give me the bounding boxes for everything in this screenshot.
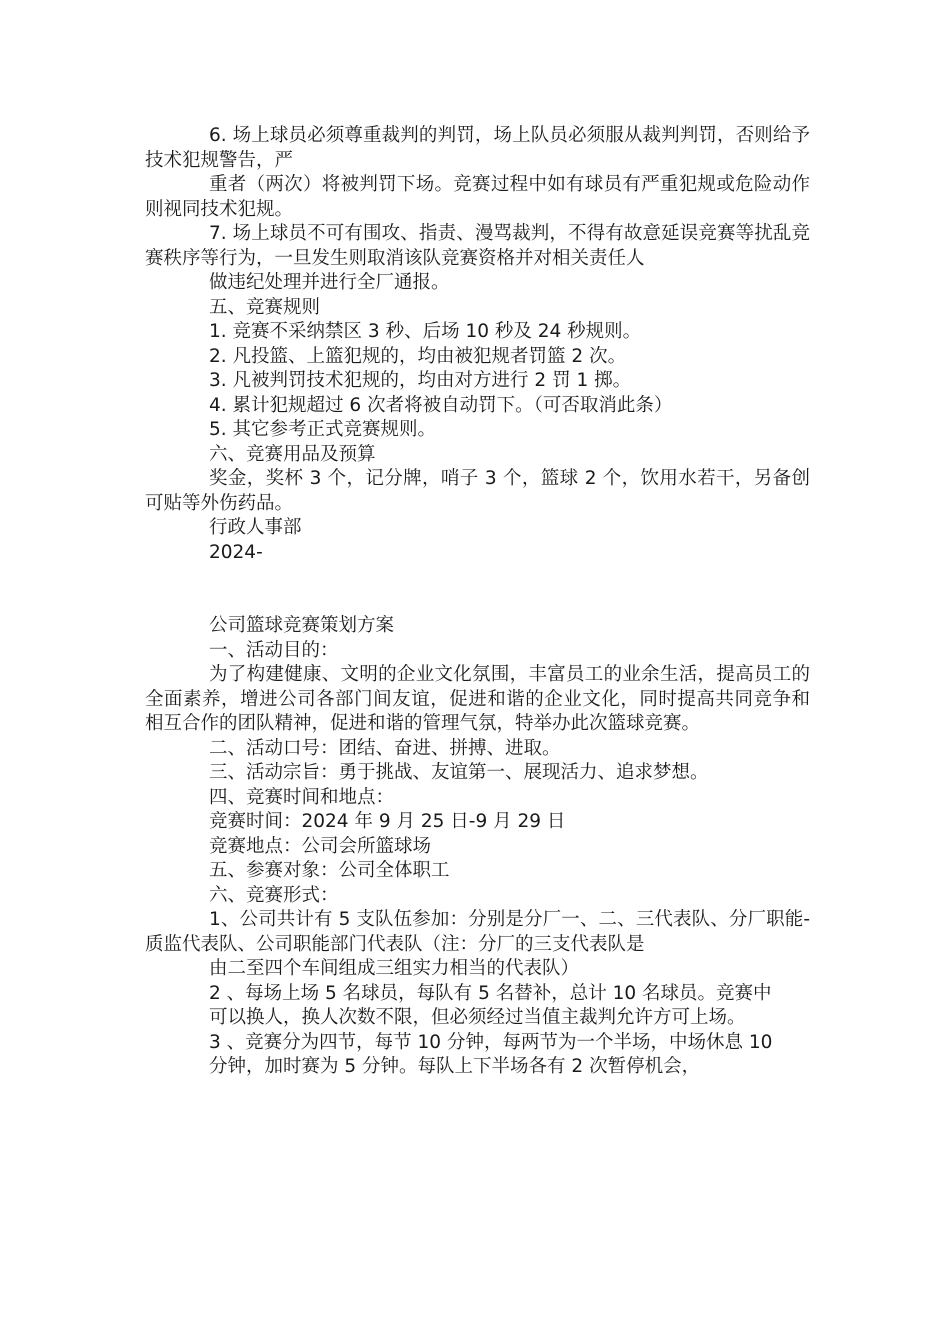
- paragraph-rule-6-cont: 重者（两次）将被判罚下场。竞赛过程中如有球员有严重犯规或危险动作则视同技术犯规。: [145, 174, 810, 220]
- paragraph-rule-6: 6. 场上球员必须尊重裁判的判罚，场上队员必须服从裁判判罚，否则给予技术犯规警告，严: [145, 125, 810, 171]
- section-heading-format: 六、竞赛形式：: [209, 884, 339, 906]
- paragraph-time: 竞赛时间：2024 年 9 月 25 日-9 月 29 日: [209, 811, 566, 832]
- paragraph-rule-7-cont: 做违纪处理并进行全厂通报。: [209, 272, 450, 293]
- paragraph-format-3: 3 、竞赛分为四节，每节 10 分钟，每两节为一个半场，中场休息 10: [209, 1031, 773, 1053]
- paragraph-format-1: 1、公司共计有 5 支队伍参加：分别是分厂一、二、三代表队、分厂职能-质监代表队、公司职能部门代表队（注：分厂的三支代表队是: [145, 909, 810, 955]
- section-heading-rules: 五、竞赛规则: [209, 296, 321, 318]
- document-title: 公司篮球竞赛策划方案: [209, 615, 395, 636]
- list-item-rule-1: 1. 竞赛不采纳禁区 3 秒、后场 10 秒及 24 秒规则。: [209, 321, 642, 342]
- section-heading-supplies: 六、竞赛用品及预算: [209, 443, 376, 465]
- paragraph-rule-7: 7. 场上球员不可有围攻、指责、漫骂裁判，不得有故意延误竞赛等扰乱竞赛秩序等行为，一旦发生则取消该队竞赛资格并对相关责任人: [145, 223, 810, 269]
- paragraph-place: 竞赛地点：公司会所篮球场: [209, 835, 432, 857]
- section-gap: [145, 565, 810, 614]
- paragraph-format-1-cont: 由二至四个车间组成三组实力相当的代表队）: [209, 958, 580, 979]
- list-item-rule-4: 4. 累计犯规超过 6 次者将被自动罚下。（可否取消此条）: [209, 394, 673, 416]
- paragraph-supplies: 奖金，奖杯 3 个，记分牌，哨子 3 个，篮球 2 个，饮用水若干，另备创可贴等外伤药品。: [145, 468, 810, 514]
- section-heading-time-place: 四、竞赛时间和地点：: [209, 786, 395, 808]
- list-item-rule-2: 2. 凡投篮、上篮犯规的，均由被犯规者罚篮 2 次。: [209, 345, 627, 367]
- signature-date: 2024-: [209, 541, 263, 563]
- paragraph-participants: 五、参赛对象：公司全体职工: [209, 860, 450, 881]
- paragraph-purpose: 为了构建健康、文明的企业文化氛围，丰富员工的业余生活，提高员工的全面素养，增进公司各部门间友谊，促进和谐的企业文化，同时提高共同竞争和相互合作的团队精神，促进和谐的管理气氛，特举办此次篮球竞赛。: [145, 664, 810, 734]
- paragraph-format-3-cont: 分钟，加时赛为 5 分钟。每队上下半场各有 2 次暂停机会，: [209, 1056, 701, 1077]
- signature-department: 行政人事部: [209, 517, 302, 538]
- section-heading-purpose: 一、活动目的：: [209, 639, 339, 661]
- paragraph-slogan: 二、活动口号：团结、奋进、拼搏、进取。: [209, 737, 561, 759]
- paragraph-tenet: 三、活动宗旨：勇于挑战、友谊第一、展现活力、追求梦想。: [209, 762, 709, 783]
- list-item-rule-3: 3. 凡被判罚技术犯规的，均由对方进行 2 罚 1 掷。: [209, 370, 632, 391]
- paragraph-format-2-cont: 可以换人，换人次数不限，但必须经过当值主裁判允许方可上场。: [209, 1007, 746, 1028]
- list-item-rule-5: 5. 其它参考正式竞赛规则。: [209, 419, 437, 440]
- document-body: [145, 124, 810, 1080]
- paragraph-format-2: 2 、每场上场 5 名球员，每队有 5 名替补，总计 10 名球员。竞赛中: [209, 982, 772, 1004]
